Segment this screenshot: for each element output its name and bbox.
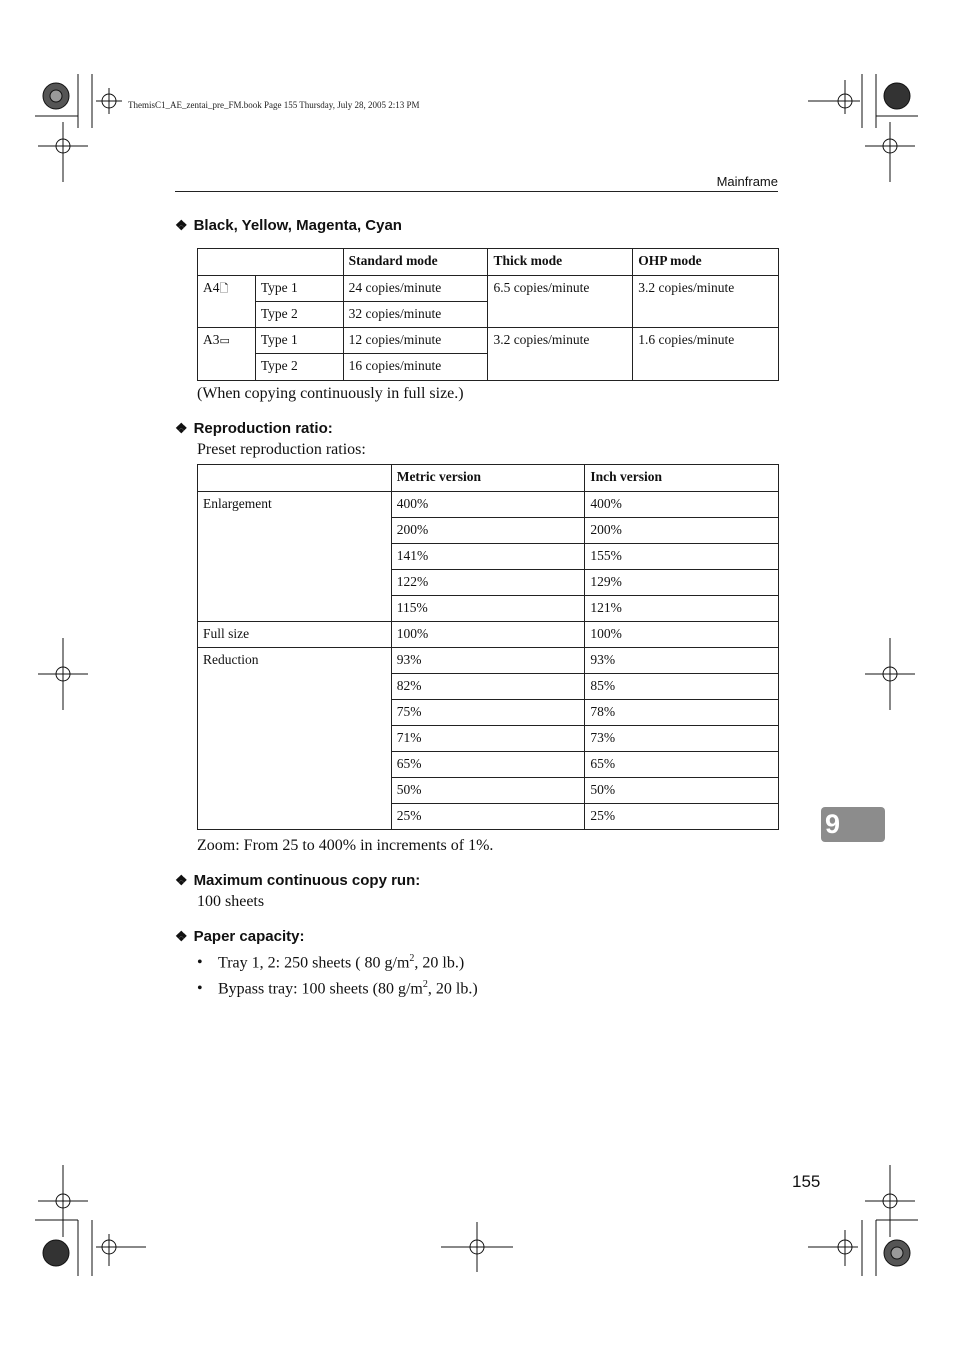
ratio-group-label: Enlargement	[198, 492, 392, 622]
landscape-paper-icon: ▭	[219, 334, 230, 347]
inch-ratio-cell: 78%	[585, 700, 779, 726]
chapter-tab: 9	[821, 807, 885, 842]
metric-ratio-cell: 75%	[391, 700, 585, 726]
inch-ratio-cell: 93%	[585, 648, 779, 674]
diamond-bullet-icon: ❖	[175, 928, 188, 944]
zoom-note: Zoom: From 25 to 400% in increments of 1%.	[197, 837, 494, 854]
inch-ratio-cell: 65%	[585, 752, 779, 778]
metric-ratio-cell: 100%	[391, 622, 585, 648]
metric-ratio-cell: 25%	[391, 804, 585, 830]
ratio-group-label: Full size	[198, 622, 392, 648]
section-speed-heading	[175, 217, 402, 235]
paper-size-cell: A4🗋	[198, 276, 256, 328]
run-value: 100 sheets	[197, 893, 265, 910]
metric-ratio-cell: 65%	[391, 752, 585, 778]
type-cell: Type 1	[255, 276, 343, 302]
metric-ratio-cell: 93%	[391, 648, 585, 674]
inch-ratio-cell: 100%	[585, 622, 779, 648]
speed-note: (When copying continuously in full size.)	[197, 385, 464, 402]
inch-ratio-cell: 155%	[585, 544, 779, 570]
metric-ratio-cell: 122%	[391, 570, 585, 596]
file-header: ThemisC1_AE_zentai_pre_FM.book Page 155 Thursday, July 28, 2005 2:13 PM	[128, 100, 420, 110]
metric-ratio-cell: 50%	[391, 778, 585, 804]
type-cell: Type 2	[255, 302, 343, 328]
table-header: Inch version	[585, 465, 779, 492]
metric-ratio-cell: 71%	[391, 726, 585, 752]
ohp-mode-cell: 3.2 copies/minute	[633, 276, 779, 328]
table-header: Standard mode	[343, 249, 488, 276]
table-row	[198, 328, 779, 354]
ratio-intro: Preset reproduction ratios:	[197, 441, 366, 458]
list-item: • Tray 1, 2: 250 sheets ( 80 $g/m^2$, 20 lb.)	[197, 953, 465, 972]
bullet-dot-icon: •	[197, 954, 203, 972]
list-item: • Bypass tray: 100 sheets (80 $g/m^2$, 20 lb.)	[197, 979, 478, 998]
ohp-mode-cell: 1.6 copies/minute	[633, 328, 779, 381]
metric-ratio-cell: 400%	[391, 492, 585, 518]
section-speed-title: Black, Yellow, Magenta, Cyan	[193, 217, 402, 234]
page-number: 155	[792, 1172, 821, 1191]
inch-ratio-cell: 121%	[585, 596, 779, 622]
standard-mode-cell: 24 copies/minute	[343, 276, 488, 302]
table-row	[198, 622, 779, 648]
inch-ratio-cell: 129%	[585, 570, 779, 596]
diamond-bullet-icon: ❖	[175, 872, 188, 888]
metric-ratio-cell: 141%	[391, 544, 585, 570]
table-row	[198, 492, 779, 518]
paper-size-cell: A3▭	[198, 328, 256, 381]
copy-speed-table	[197, 248, 779, 381]
section-run-heading	[175, 872, 420, 890]
table-row	[198, 648, 779, 674]
inch-ratio-cell: 85%	[585, 674, 779, 700]
inch-ratio-cell: 50%	[585, 778, 779, 804]
metric-ratio-cell: 200%	[391, 518, 585, 544]
thick-mode-cell: 3.2 copies/minute	[488, 328, 633, 381]
inch-ratio-cell: 400%	[585, 492, 779, 518]
diamond-bullet-icon: ❖	[175, 217, 188, 233]
table-header-empty	[198, 465, 392, 492]
inch-ratio-cell: 200%	[585, 518, 779, 544]
section-paper-heading	[175, 928, 304, 946]
header-rule	[175, 191, 778, 192]
bullet-dot-icon: •	[197, 980, 203, 998]
section-run-title: Maximum continuous copy run:	[193, 872, 421, 889]
section-paper-title: Paper capacity:	[193, 928, 305, 945]
type-cell: Type 2	[255, 354, 343, 381]
table-header: OHP mode	[633, 249, 779, 276]
table-header-empty	[198, 249, 344, 276]
standard-mode-cell: 32 copies/minute	[343, 302, 488, 328]
section-ratio-heading	[175, 420, 333, 438]
table-row	[198, 276, 779, 302]
inch-ratio-cell: 25%	[585, 804, 779, 830]
table-header: Metric version	[391, 465, 585, 492]
section-ratio-title: Reproduction ratio:	[193, 420, 333, 437]
metric-ratio-cell: 82%	[391, 674, 585, 700]
running-head: Mainframe	[716, 174, 778, 189]
standard-mode-cell: 12 copies/minute	[343, 328, 488, 354]
table-header: Thick mode	[488, 249, 633, 276]
metric-ratio-cell: 115%	[391, 596, 585, 622]
type-cell: Type 1	[255, 328, 343, 354]
ratio-group-label: Reduction	[198, 648, 392, 830]
thick-mode-cell: 6.5 copies/minute	[488, 276, 633, 328]
paper-capacity-list	[197, 953, 478, 1005]
portrait-paper-icon: 🗋	[219, 282, 229, 295]
reproduction-ratio-table	[197, 464, 779, 830]
inch-ratio-cell: 73%	[585, 726, 779, 752]
standard-mode-cell: 16 copies/minute	[343, 354, 488, 381]
diamond-bullet-icon: ❖	[175, 420, 188, 436]
